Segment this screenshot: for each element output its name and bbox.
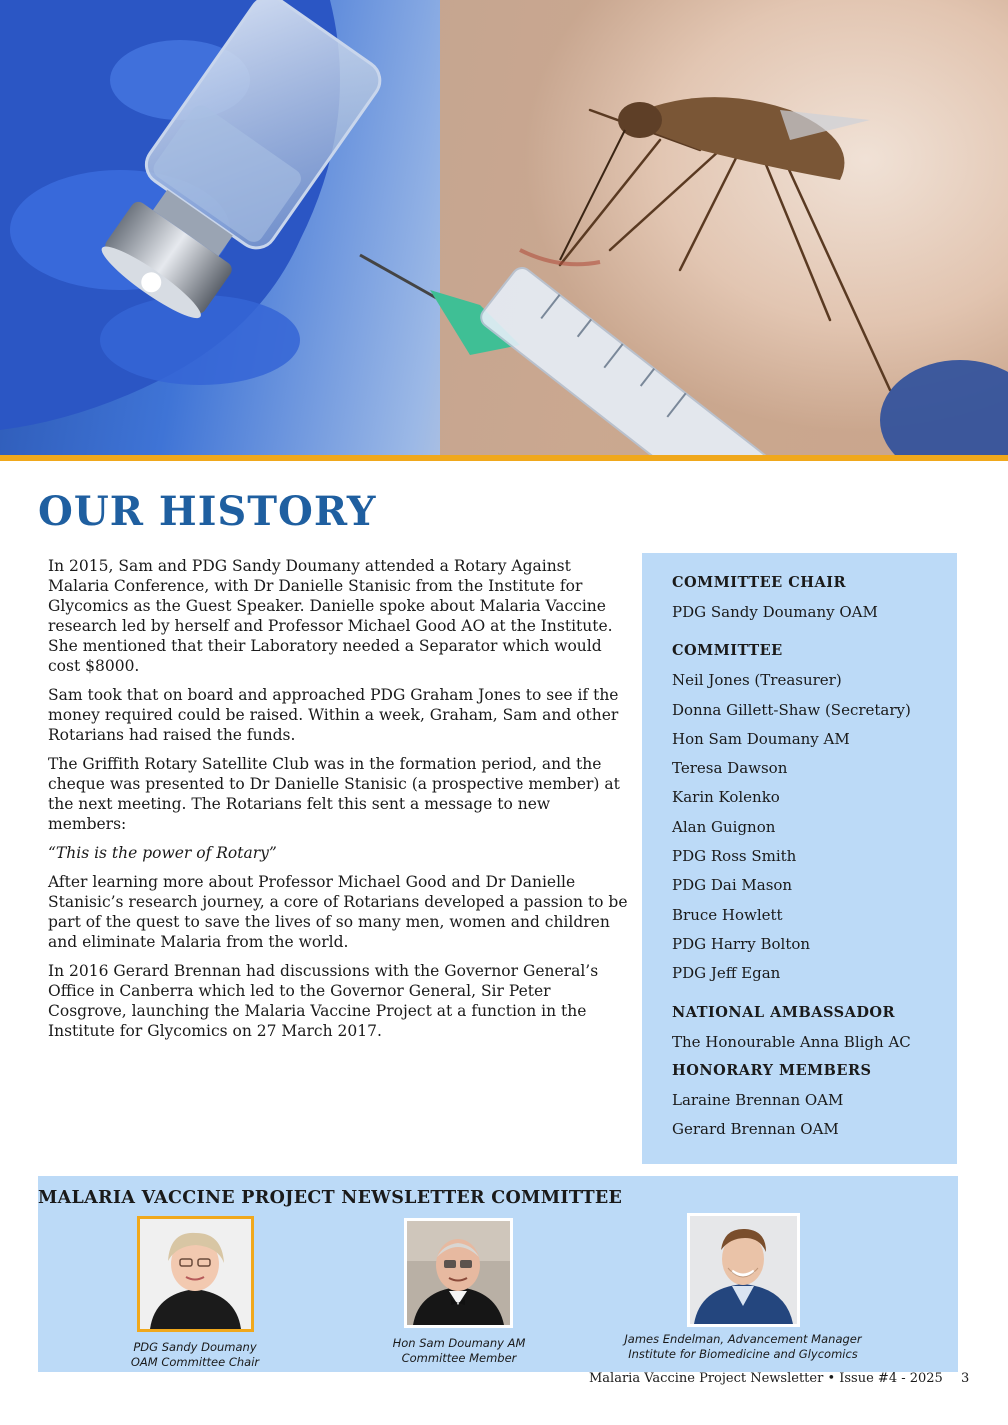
honorary-member: Gerard Brennan OAM (672, 1120, 839, 1139)
portrait-photo (404, 1218, 513, 1328)
portrait-caption: James Endelman, Advancement Manager Institute for Biomedicine and Glycomics (624, 1332, 862, 1361)
newsletter-committee-title: MALARIA VACCINE PROJECT NEWSLETTER COMMITTEE (38, 1188, 623, 1208)
portrait-caption: PDG Sandy Doumany OAM Committee Chair (130, 1340, 260, 1369)
footer-publication: Malaria Vaccine Project Newsletter • Issue #4 - 2025 (589, 1371, 943, 1386)
history-paragraph: After learning more about Professor Michael Good and Dr Danielle Stanisic’s research journey, a core of Rotarians developed a passion to be part of the quest to save the lives of so many men, women and children and eliminate Malaria from the world. (48, 873, 628, 951)
committee-member: Hon Sam Doumany AM (672, 729, 850, 748)
history-quote: “This is the power of Rotary” (48, 844, 277, 862)
portrait-photo (687, 1213, 800, 1327)
committee-member: Donna Gillett-Shaw (Secretary) (672, 700, 911, 719)
vaccine-mosquito-illustration (0, 0, 1008, 455)
portrait-photo (137, 1216, 254, 1332)
committee-member: Neil Jones (Treasurer) (672, 671, 842, 690)
committee-member: Karin Kolenko (672, 788, 780, 807)
ambassador-name: The Honourable Anna Bligh AC (672, 1032, 911, 1051)
committee-member: Alan Guignon (672, 817, 776, 836)
committee-member: Bruce Howlett (672, 905, 783, 924)
history-paragraph: In 2016 Gerard Brennan had discussions with the Governor General’s Office in Canberra which led to the Governor General, Sir Peter Cosgrove, launching the Malaria Vaccine Project at a function in the Institute for Glycomics on 27 March 2017. (48, 962, 599, 1040)
page-footer (589, 1371, 979, 1386)
history-paragraph: The Griffith Rotary Satellite Club was in the formation period, and the cheque was presented to Dr Danielle Stanisic (a prospective member) at the next meeting. The Rotarians felt this sent a message to new members: (48, 755, 620, 833)
hero-accent-bar (0, 455, 1008, 461)
committee-chair-heading: COMMITTEE CHAIR (672, 574, 847, 591)
history-paragraph: Sam took that on board and approached PDG Graham Jones to see if the money required could be raised. Within a week, Graham, Sam and other Rotarians had raised the funds. (48, 686, 619, 744)
portrait-caption: Hon Sam Doumany AM Committee Member (392, 1336, 526, 1365)
committee-member: Teresa Dawson (672, 759, 788, 778)
committee-panel (642, 553, 957, 1164)
committee-member: PDG Jeff Egan (672, 964, 781, 983)
history-text (48, 556, 628, 1050)
newsletter-committee-panel (38, 1176, 958, 1372)
ambassador-heading: NATIONAL AMBASSADOR (672, 1003, 896, 1021)
committee-chair-name: PDG Sandy Doumany OAM (672, 603, 878, 621)
honorary-heading: HONORARY MEMBERS (672, 1061, 872, 1079)
committee-member: PDG Dai Mason (672, 876, 793, 895)
section-title: OUR HISTORY (38, 488, 377, 535)
honorary-member: Laraine Brennan OAM (672, 1090, 844, 1109)
history-paragraph: In 2015, Sam and PDG Sandy Doumany attended a Rotary Against Malaria Conference, with Dr Danielle Stanisic from the Institute for Glycomics as the Guest Speaker. Danielle spoke about Malaria Vaccine research led by herself and Professor Michael Good AO at the Institute. She mentioned that their Laboratory needed a Separator which would cost $8000. (48, 557, 613, 675)
page-number: 3 (961, 1371, 970, 1386)
committee-member: PDG Harry Bolton (672, 934, 811, 953)
committee-heading: COMMITTEE (672, 642, 783, 660)
hero-image (0, 0, 1008, 455)
committee-member: PDG Ross Smith (672, 847, 797, 866)
